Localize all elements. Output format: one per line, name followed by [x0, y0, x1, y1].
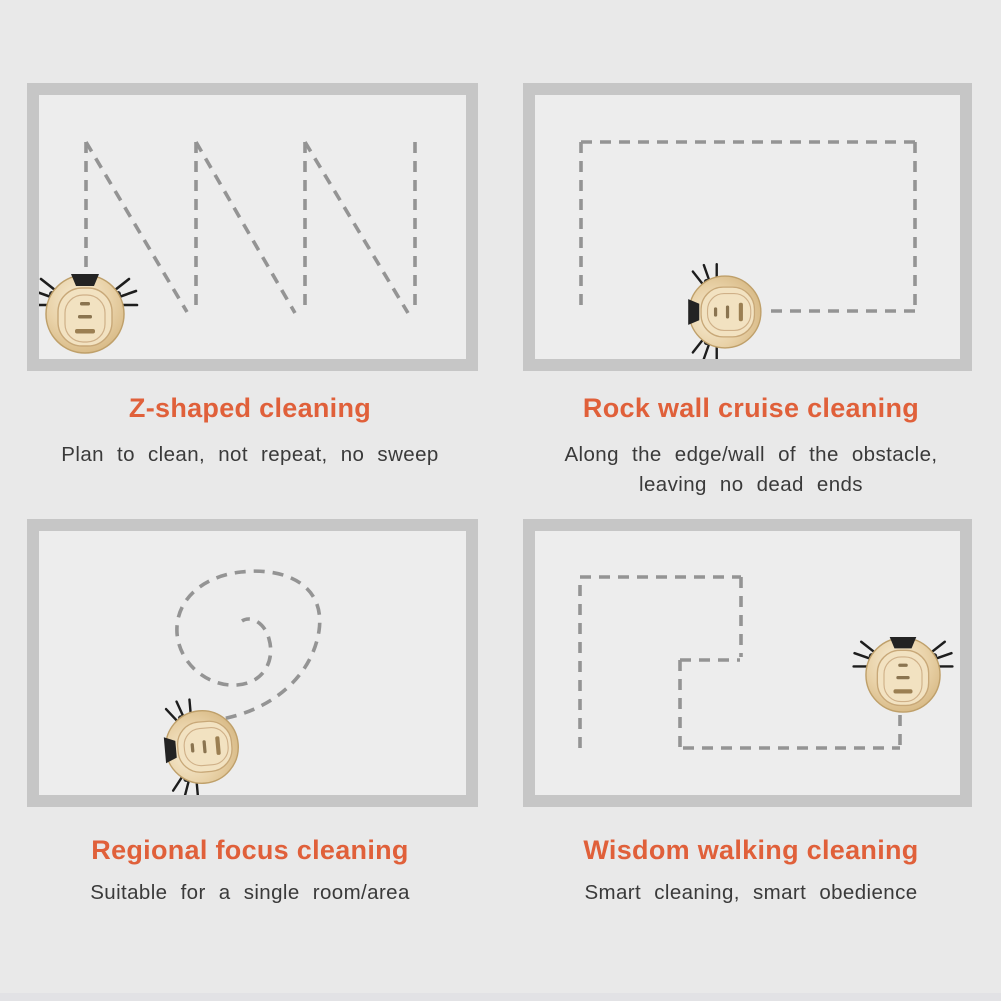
panel-subtitle	[501, 440, 1001, 500]
panel-regional-focus	[27, 519, 478, 807]
panel-subtitle	[0, 440, 500, 470]
subtitle-line: Smart cleaning, smart obedience	[584, 881, 918, 904]
stepped-path-diagram	[535, 531, 960, 795]
panel-wisdom-walking	[523, 519, 972, 807]
robot-vacuum-icon	[688, 264, 761, 359]
spiral-path-diagram	[39, 531, 466, 795]
robot-vacuum-icon	[854, 637, 953, 712]
panel-title: Regional focus cleaning	[91, 835, 409, 865]
robot-vacuum-icon	[161, 696, 243, 795]
panel-title: Wisdom walking cleaning	[583, 835, 919, 865]
panel-subtitle	[0, 878, 500, 908]
zigzag-path-diagram	[39, 95, 466, 359]
rectangle-path-diagram	[535, 95, 960, 359]
cleaning-path	[86, 142, 415, 313]
subtitle-line: Suitable for a single room/area	[90, 881, 410, 904]
subtitle-line: Plan to clean, not repeat, no sweep	[61, 443, 439, 466]
panel-z-shaped	[27, 83, 478, 371]
cleaning-path	[580, 577, 900, 748]
robot-vacuum-icon	[39, 274, 137, 353]
panel-title: Rock wall cruise cleaning	[582, 393, 920, 423]
cleaning-path	[177, 571, 320, 721]
panel-subtitle	[501, 878, 1001, 908]
panel-rock-wall	[523, 83, 972, 371]
subtitle-line: leaving no dead ends	[639, 473, 863, 496]
subtitle-line: Along the edge/wall of the obstacle,	[564, 443, 938, 466]
panel-title: Z-shaped cleaning	[128, 393, 372, 423]
bottom-strip	[0, 993, 1001, 1001]
